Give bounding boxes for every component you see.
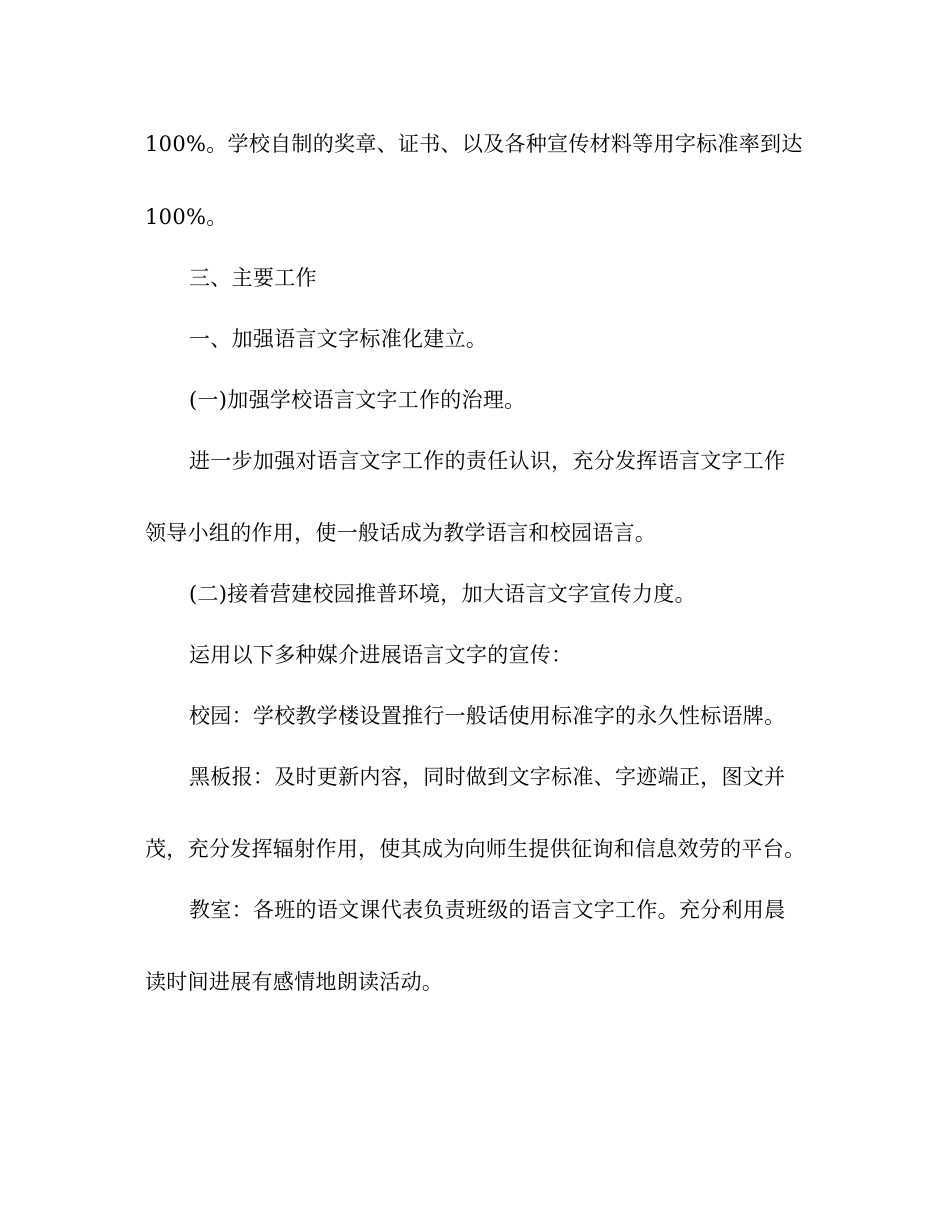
body-text-line: 进一步加强对语言文字工作的责任认识，充分发挥语言文字工作 [189, 449, 786, 473]
section-heading: 三、主要工作 [189, 266, 317, 290]
body-text-line: 100%。 [145, 205, 228, 229]
body-text-line: 100%。学校自制的奖章、证书、以及各种宣传材料等用字标准率到达 [145, 132, 803, 156]
body-text-line: 运用以下多种媒介进展语言文字的宣传： [189, 643, 573, 667]
body-text-line: 黑板报：及时更新内容，同时做到文字标准、字迹端正，图文并 [189, 765, 786, 789]
item-heading: (一)加强学校语言文字工作的治理。 [189, 388, 526, 412]
body-text-line: 读时间进展有感情地朗读活动。 [145, 970, 444, 994]
body-text-line: 茂，充分发挥辐射作用，使其成为向师生提供征询和信息效劳的平台。 [145, 837, 806, 861]
body-text-line: 教室：各班的语文课代表负责班级的语言文字工作。充分利用晨 [189, 898, 786, 922]
subsection-heading: 一、加强语言文字标准化建立。 [189, 327, 488, 351]
body-text-line: 校园：学校教学楼设置推行一般话使用标准字的永久性标语牌。 [189, 704, 786, 728]
body-text-line: 领导小组的作用，使一般话成为教学语言和校园语言。 [145, 521, 657, 545]
item-heading: (二)接着营建校园推普环境，加大语言文字宣传力度。 [189, 582, 696, 606]
